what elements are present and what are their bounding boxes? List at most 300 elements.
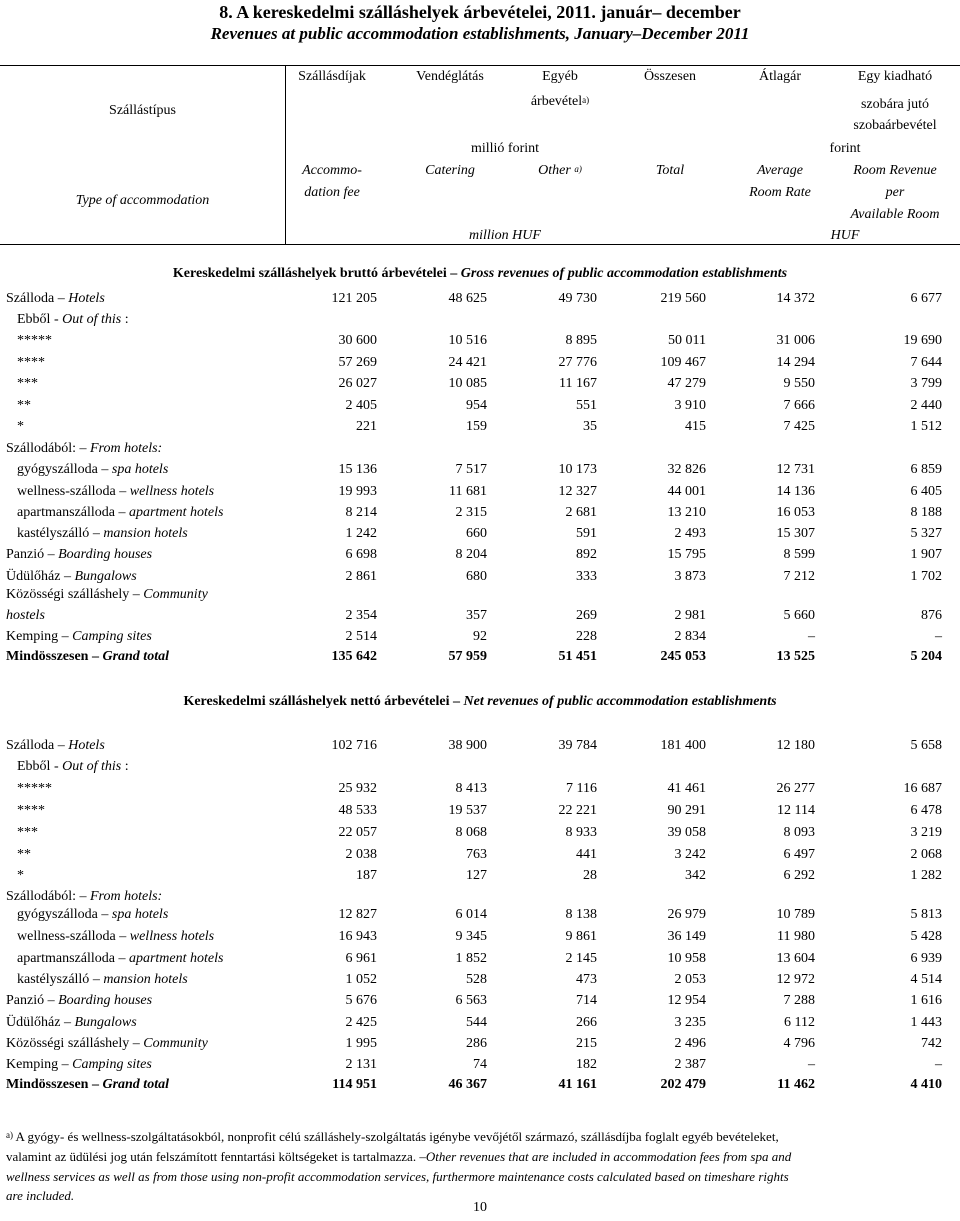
row-label-hu: * xyxy=(17,419,24,434)
row-value-col5: 16 053 xyxy=(776,505,815,520)
row-value-col1: 1 242 xyxy=(345,526,377,541)
row-value-col2: 9 345 xyxy=(455,929,487,944)
row-value-col2: 11 681 xyxy=(449,484,487,499)
header-col1-hu: Szállásdíjak xyxy=(298,69,366,84)
header-col4-hu: Összesen xyxy=(643,69,697,84)
row-label xyxy=(17,395,31,416)
row-label-en: Out of this xyxy=(62,312,122,327)
row-value-col3: 441 xyxy=(576,847,597,862)
row-value-col5: 14 294 xyxy=(776,355,815,370)
row-value-col3: 591 xyxy=(576,526,597,541)
row-label-separator: – xyxy=(88,649,103,664)
page-number: 10 xyxy=(473,1200,487,1215)
row-label xyxy=(17,778,52,799)
row-value-col3: 892 xyxy=(576,547,597,562)
row-label xyxy=(6,990,152,1011)
row-value-col1: 2 861 xyxy=(345,569,377,584)
row-label-hu: Szállodából: xyxy=(6,441,76,456)
row-value-col6: 1 282 xyxy=(910,868,942,883)
row-value-col3: 266 xyxy=(576,1015,597,1030)
row-value-col5: 15 307 xyxy=(776,526,815,541)
table-row xyxy=(0,1054,960,1075)
row-label-separator: – xyxy=(44,547,59,562)
row-label-separator: – xyxy=(76,889,90,904)
header-unit-million-en: million HUF xyxy=(469,228,541,243)
row-value-col4: 12 954 xyxy=(667,993,706,1008)
footnote-line-1 xyxy=(6,1127,954,1147)
row-value-col6: 6 677 xyxy=(910,291,942,306)
row-label-hu: Ebből - xyxy=(17,759,59,774)
row-label-separator: – xyxy=(115,929,130,944)
row-value-col2: 74 xyxy=(473,1057,487,1072)
header-col5-en-2: Room Rate xyxy=(749,185,811,200)
row-value-col4: 32 826 xyxy=(667,462,706,477)
row-label xyxy=(6,626,152,647)
row-value-col4: 41 461 xyxy=(667,781,706,796)
row-value-col3: 2 145 xyxy=(565,951,597,966)
table-row xyxy=(0,626,960,647)
row-label-separator: – xyxy=(129,587,144,602)
row-value-col4: 2 053 xyxy=(674,972,706,987)
table-row xyxy=(0,646,960,667)
row-label-hu: Mindösszesen xyxy=(6,1077,89,1092)
row-value-col2: 1 852 xyxy=(455,951,487,966)
row-value-col4: 219 560 xyxy=(660,291,706,306)
row-value-col4: 50 011 xyxy=(668,333,706,348)
row-label-en: apartment hotels xyxy=(128,951,224,966)
row-value-col6: 1 512 xyxy=(910,419,942,434)
row-label-en: spa hotels xyxy=(111,907,169,922)
row-label-en: hostels xyxy=(6,608,45,623)
row-label-separator: – xyxy=(129,1036,144,1051)
header-type-en: Type of accommodation xyxy=(75,193,210,208)
header-col6-en-3: Available Room xyxy=(850,207,940,222)
header-col3-en-sup: a) xyxy=(574,164,582,174)
header-col6-hu-1: Egy kiadható xyxy=(857,69,933,84)
row-value-col3: 8 933 xyxy=(565,825,597,840)
row-label-hu: Panzió xyxy=(6,993,45,1008)
row-label xyxy=(17,459,168,480)
row-label xyxy=(17,309,129,330)
header-divider xyxy=(285,65,286,244)
table-row xyxy=(0,822,960,843)
footnote-line-3: wellness services as well as from those using non-profit accommodation services, furthermore maintenance costs calculated based on timeshare rights xyxy=(6,1169,789,1184)
row-label xyxy=(6,544,152,565)
header-col3-hu-2-text: árbevétel xyxy=(530,94,583,109)
table-row xyxy=(0,481,960,502)
row-value-col1: 19 993 xyxy=(338,484,377,499)
header-col4-en: Total xyxy=(655,163,685,178)
row-label-hu: gyógyszálloda xyxy=(17,462,98,477)
row-label-en: From hotels: xyxy=(90,889,163,904)
row-label xyxy=(6,646,169,667)
row-value-col2: 528 xyxy=(466,972,487,987)
header-col3-en-text: Other xyxy=(538,163,571,178)
row-value-col2: 6 014 xyxy=(455,907,487,922)
row-label-en: Community xyxy=(143,1036,208,1051)
table-row xyxy=(0,844,960,865)
row-label-hu: Szálloda xyxy=(6,738,55,753)
row-value-col1: 12 827 xyxy=(338,907,377,922)
table-row xyxy=(0,288,960,309)
table-row xyxy=(0,373,960,394)
row-label-hu: ***** xyxy=(17,781,52,796)
row-label xyxy=(17,844,31,865)
row-value-col4: 3 873 xyxy=(674,569,706,584)
row-label-en: Camping sites xyxy=(72,629,152,644)
row-label-en: From hotels: xyxy=(90,441,163,456)
header-col5-hu: Átlagár xyxy=(759,69,801,84)
row-label xyxy=(6,1033,208,1054)
row-value-col5: 6 497 xyxy=(783,847,815,862)
row-value-col2: 763 xyxy=(466,847,487,862)
row-value-col4: 2 493 xyxy=(674,526,706,541)
table-row xyxy=(0,584,960,605)
table-row xyxy=(0,459,960,480)
header-col3-hu-1: Egyéb xyxy=(542,69,578,84)
row-label-hu: **** xyxy=(17,803,45,818)
footnote-line-2 xyxy=(6,1147,954,1167)
row-value-col5: 11 980 xyxy=(777,929,815,944)
header-col3-hu-2 xyxy=(510,92,610,112)
row-label-en: Grand total xyxy=(102,649,169,664)
row-value-col2: 127 xyxy=(466,868,487,883)
row-value-col6: 4 514 xyxy=(910,972,942,987)
row-value-col2: 680 xyxy=(466,569,487,584)
row-value-col4: 245 053 xyxy=(660,649,706,664)
row-label-separator: – xyxy=(58,1057,73,1072)
row-value-col5: 31 006 xyxy=(776,333,815,348)
row-label xyxy=(6,288,105,309)
row-value-col1: 26 027 xyxy=(338,376,377,391)
row-label-hu: ** xyxy=(17,847,31,862)
row-value-col4: 2 387 xyxy=(674,1057,706,1072)
row-value-col2: 48 625 xyxy=(448,291,487,306)
row-value-col3: 2 681 xyxy=(565,505,597,520)
row-label xyxy=(17,969,188,990)
row-value-col1: 16 943 xyxy=(338,929,377,944)
row-value-col3: 9 861 xyxy=(565,929,597,944)
row-value-col6: 5 658 xyxy=(910,738,942,753)
footnote-hu-1: A gyógy- és wellness-szolgáltatásokból, nonprofit célú szálláshely-szolgáltatás igénybe vevőjétől származó, szállásdíjba foglalt egyéb bevételeket, xyxy=(15,1129,779,1144)
row-value-col5: – xyxy=(808,629,815,644)
row-label-hu: apartmanszálloda xyxy=(17,505,115,520)
row-label xyxy=(17,373,38,394)
row-value-col1: 30 600 xyxy=(338,333,377,348)
table-row xyxy=(0,352,960,373)
row-value-col3: 28 xyxy=(583,868,597,883)
row-label-en: Camping sites xyxy=(72,1057,152,1072)
row-value-col6: 7 644 xyxy=(910,355,942,370)
header-top-rule xyxy=(0,65,960,66)
row-label xyxy=(17,904,168,925)
row-label-hu: Közösségi szálláshely xyxy=(6,587,130,602)
row-value-col5: 5 660 xyxy=(783,608,815,623)
row-label-en: mansion hotels xyxy=(103,972,188,987)
table-row xyxy=(0,1033,960,1054)
row-value-col3: 41 161 xyxy=(558,1077,597,1092)
row-label-separator: – xyxy=(89,972,104,987)
table-row xyxy=(0,735,960,756)
row-value-col1: 57 269 xyxy=(338,355,377,370)
row-value-col6: 6 859 xyxy=(910,462,942,477)
table-row xyxy=(0,438,960,459)
row-label-hu: Kemping xyxy=(6,629,59,644)
row-label xyxy=(6,438,162,459)
section-heading-net: Kereskedelmi szálláshelyek nettó árbevételei – Net revenues of public accommodation establishments xyxy=(183,694,777,709)
row-value-col2: 544 xyxy=(466,1015,487,1030)
row-value-col5: 4 796 xyxy=(783,1036,815,1051)
row-value-col1: 22 057 xyxy=(338,825,377,840)
row-label-hu: Üdülőház xyxy=(6,569,61,584)
row-value-col2: 954 xyxy=(466,398,487,413)
table-row xyxy=(0,1074,960,1095)
row-label xyxy=(6,735,105,756)
row-value-col4: 342 xyxy=(685,868,706,883)
row-label-hu: Ebből - xyxy=(17,312,59,327)
footnote-line-4: are included. xyxy=(6,1188,75,1203)
row-value-col2: 660 xyxy=(466,526,487,541)
row-value-col6: 5 813 xyxy=(910,907,942,922)
header-col6-hu-3: szobaárbevétel xyxy=(853,118,937,133)
section-heading-net-en: Net revenues of public accommodation establishments xyxy=(463,694,777,709)
row-value-col4: 13 210 xyxy=(667,505,706,520)
row-value-col1: 5 676 xyxy=(345,993,377,1008)
row-label-en: Bungalows xyxy=(74,569,137,584)
row-value-col2: 38 900 xyxy=(448,738,487,753)
table-row xyxy=(0,778,960,799)
row-value-col6: 5 204 xyxy=(910,649,942,664)
row-label-hu: Közösségi szálláshely xyxy=(6,1036,130,1051)
table-row xyxy=(0,800,960,821)
row-value-col6: 6 405 xyxy=(910,484,942,499)
row-label-en: Hotels xyxy=(68,738,105,753)
header-unit-million-hu: millió forint xyxy=(470,141,540,156)
row-value-col6: 1 443 xyxy=(910,1015,942,1030)
row-value-col4: 3 910 xyxy=(674,398,706,413)
row-label-separator: – xyxy=(54,291,69,306)
row-value-col1: 2 405 xyxy=(345,398,377,413)
row-label-hu: Panzió xyxy=(6,547,45,562)
row-value-col4: 15 795 xyxy=(667,547,706,562)
row-value-col5: 8 093 xyxy=(783,825,815,840)
row-value-col4: 10 958 xyxy=(667,951,706,966)
row-value-col3: 39 784 xyxy=(558,738,597,753)
section-heading-gross-hu: Kereskedelmi szálláshelyek bruttó árbevételei xyxy=(172,266,447,281)
header-col1-en-1: Accommo- xyxy=(302,163,362,178)
row-value-col5: 12 180 xyxy=(776,738,815,753)
row-value-col6: 6 939 xyxy=(910,951,942,966)
row-label-hu: Szállodából: xyxy=(6,889,76,904)
row-label xyxy=(6,605,45,626)
row-label-hu: ***** xyxy=(17,333,52,348)
row-value-col2: 46 367 xyxy=(448,1077,487,1092)
row-label xyxy=(17,756,129,777)
row-value-col1: 2 038 xyxy=(345,847,377,862)
row-value-col3: 49 730 xyxy=(558,291,597,306)
row-label xyxy=(17,865,24,886)
footnote-hu-2: valamint az üdülési jog után felszámított fenntartási költségeket is tartalmazza. – xyxy=(6,1149,426,1164)
row-value-col3: 551 xyxy=(576,398,597,413)
row-value-col4: 47 279 xyxy=(667,376,706,391)
row-label xyxy=(17,502,223,523)
row-value-col4: 2 496 xyxy=(674,1036,706,1051)
row-label-separator: – xyxy=(115,484,130,499)
row-value-col2: 24 421 xyxy=(448,355,487,370)
table-title-en: Revenues at public accommodation establishments, January–December 2011 xyxy=(210,24,750,43)
row-value-col5: 8 599 xyxy=(783,547,815,562)
row-label xyxy=(17,352,45,373)
row-value-col1: 221 xyxy=(356,419,377,434)
row-value-col5: 13 604 xyxy=(776,951,815,966)
row-value-col5: 10 789 xyxy=(776,907,815,922)
footnote-en-2: Other revenues that are included in accommodation fees from spa and xyxy=(425,1149,792,1164)
row-value-col6: 1 702 xyxy=(910,569,942,584)
row-label xyxy=(17,948,223,969)
row-label-hu: **** xyxy=(17,355,45,370)
row-label-hu: gyógyszálloda xyxy=(17,907,98,922)
row-value-col3: 22 221 xyxy=(558,803,597,818)
header-unit-huf-hu: forint xyxy=(829,141,861,156)
row-value-col3: 12 327 xyxy=(558,484,597,499)
table-row xyxy=(0,523,960,544)
row-value-col5: 13 525 xyxy=(776,649,815,664)
row-value-col6: 2 440 xyxy=(910,398,942,413)
row-label-hu: wellness-szálloda xyxy=(17,929,116,944)
row-value-col6: 1 907 xyxy=(910,547,942,562)
table-row xyxy=(0,756,960,777)
row-label-en: wellness hotels xyxy=(129,484,215,499)
row-value-col2: 57 959 xyxy=(448,649,487,664)
row-value-col1: 114 951 xyxy=(332,1077,377,1092)
row-value-col5: 12 114 xyxy=(777,803,815,818)
row-label-separator: – xyxy=(60,569,75,584)
row-value-col6: 6 478 xyxy=(910,803,942,818)
row-value-col5: 7 666 xyxy=(783,398,815,413)
row-value-col3: 10 173 xyxy=(558,462,597,477)
row-label-en: Bungalows xyxy=(74,1015,137,1030)
row-label-en: spa hotels xyxy=(111,462,169,477)
row-value-col1: 1 995 xyxy=(345,1036,377,1051)
row-value-col1: 2 131 xyxy=(345,1057,377,1072)
row-value-col5: 7 425 xyxy=(783,419,815,434)
row-label-suffix: : xyxy=(121,759,129,774)
row-value-col5: 14 136 xyxy=(776,484,815,499)
row-value-col2: 92 xyxy=(473,629,487,644)
row-label-hu: wellness-szálloda xyxy=(17,484,116,499)
header-col6-en-2: per xyxy=(885,185,905,200)
row-value-col2: 8 068 xyxy=(455,825,487,840)
row-value-col2: 8 413 xyxy=(455,781,487,796)
table-row xyxy=(0,926,960,947)
table-row xyxy=(0,416,960,437)
row-value-col3: 11 167 xyxy=(559,376,597,391)
row-label-separator: – xyxy=(97,462,112,477)
row-value-col3: 51 451 xyxy=(558,649,597,664)
row-label xyxy=(17,523,188,544)
row-value-col2: 286 xyxy=(466,1036,487,1051)
header-col6-en-1: Room Revenue xyxy=(853,163,937,178)
table-row xyxy=(0,330,960,351)
row-value-col4: 415 xyxy=(685,419,706,434)
row-label-hu: *** xyxy=(17,376,38,391)
row-label-hu: Mindösszesen xyxy=(6,649,89,664)
row-value-col6: 742 xyxy=(921,1036,942,1051)
row-value-col1: 1 052 xyxy=(345,972,377,987)
row-label xyxy=(17,416,24,437)
row-label-separator: – xyxy=(114,951,129,966)
row-value-col6: 4 410 xyxy=(910,1077,942,1092)
table-row xyxy=(0,990,960,1011)
row-value-col2: 10 085 xyxy=(448,376,487,391)
row-label-separator: – xyxy=(54,738,69,753)
row-value-col1: 2 354 xyxy=(345,608,377,623)
row-value-col2: 159 xyxy=(466,419,487,434)
row-value-col3: 473 xyxy=(576,972,597,987)
row-label-separator: – xyxy=(89,526,104,541)
row-label-hu: kastélyszálló xyxy=(17,526,90,541)
row-value-col3: 182 xyxy=(576,1057,597,1072)
row-label-en: Hotels xyxy=(68,291,105,306)
row-value-col6: 1 616 xyxy=(910,993,942,1008)
row-value-col3: 8 138 xyxy=(565,907,597,922)
table-row xyxy=(0,309,960,330)
row-value-col5: 6 292 xyxy=(783,868,815,883)
row-value-col6: – xyxy=(935,629,942,644)
row-value-col1: 25 932 xyxy=(338,781,377,796)
row-value-col6: 3 219 xyxy=(910,825,942,840)
row-label-en: wellness hotels xyxy=(129,929,215,944)
row-value-col4: 39 058 xyxy=(667,825,706,840)
row-value-col4: 109 467 xyxy=(660,355,706,370)
row-value-col1: 6 698 xyxy=(345,547,377,562)
row-value-col5: 12 972 xyxy=(776,972,815,987)
row-value-col4: 26 979 xyxy=(667,907,706,922)
row-label-separator: – xyxy=(60,1015,75,1030)
row-label-separator: – xyxy=(58,629,73,644)
row-label-en: Boarding houses xyxy=(58,547,153,562)
row-label-en: Out of this xyxy=(62,759,122,774)
table-row xyxy=(0,544,960,565)
row-label-separator: – xyxy=(88,1077,103,1092)
header-col6-hu-2: szobára jutó xyxy=(860,97,930,112)
row-value-col1: 6 961 xyxy=(345,951,377,966)
row-value-col1: 102 716 xyxy=(331,738,377,753)
row-value-col4: 90 291 xyxy=(667,803,706,818)
row-value-col6: 876 xyxy=(921,608,942,623)
table-row xyxy=(0,904,960,925)
row-value-col3: 35 xyxy=(583,419,597,434)
row-value-col4: 36 149 xyxy=(667,929,706,944)
table-row xyxy=(0,605,960,626)
row-value-col5: 12 731 xyxy=(776,462,815,477)
row-value-col3: 8 895 xyxy=(565,333,597,348)
row-value-col2: 8 204 xyxy=(455,547,487,562)
row-label xyxy=(17,822,38,843)
row-value-col2: 19 537 xyxy=(448,803,487,818)
row-label-en: Grand total xyxy=(102,1077,169,1092)
row-value-col1: 121 205 xyxy=(331,291,377,306)
row-value-col1: 187 xyxy=(356,868,377,883)
row-value-col3: 228 xyxy=(576,629,597,644)
header-col3-sup: a) xyxy=(582,95,590,105)
row-value-col2: 10 516 xyxy=(448,333,487,348)
row-label-separator: – xyxy=(44,993,59,1008)
row-value-col5: 11 462 xyxy=(777,1077,815,1092)
header-unit-huf-en: HUF xyxy=(830,228,860,243)
header-col3-en xyxy=(510,161,610,181)
row-label-hu: Szálloda xyxy=(6,291,55,306)
